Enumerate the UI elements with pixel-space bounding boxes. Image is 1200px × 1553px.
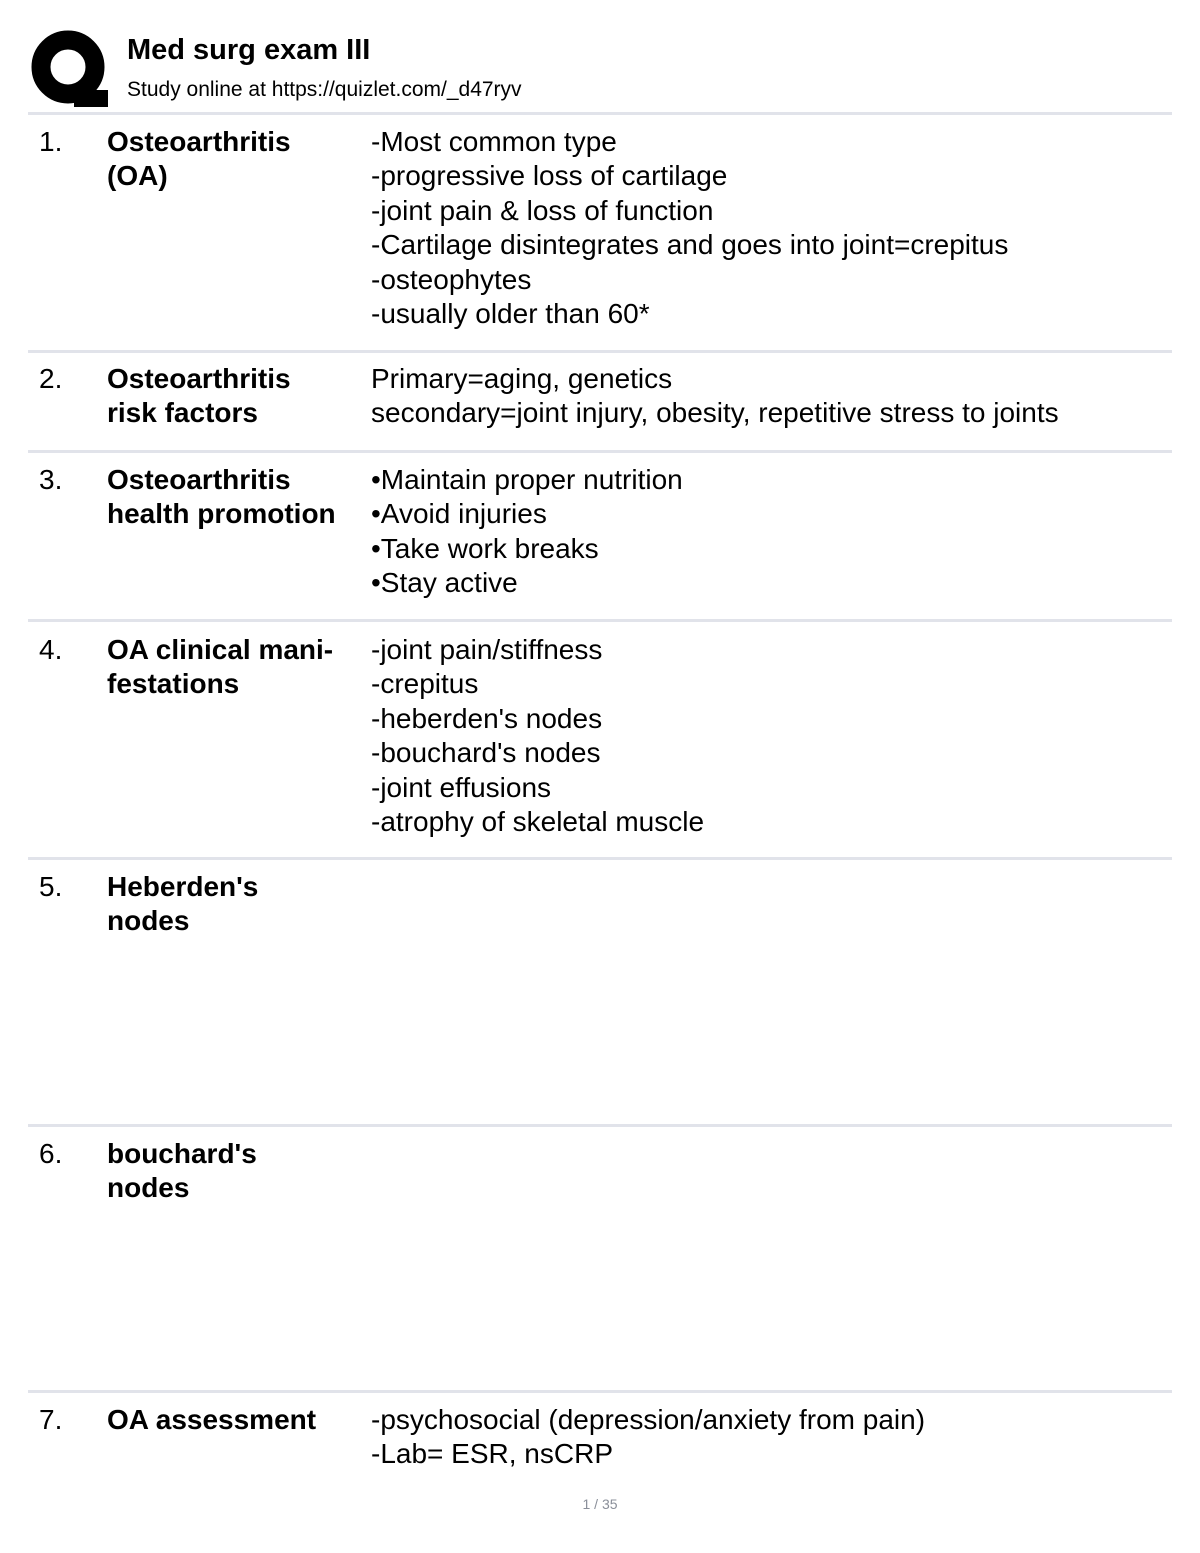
- card-term: Heberden's nodes: [107, 871, 259, 937]
- card-number: 5.: [39, 871, 63, 902]
- quizlet-q-logo-icon: [30, 30, 108, 108]
- card-definition: •Maintain proper nutrition •Avoid injuries •Take work breaks •Stay active: [371, 464, 683, 599]
- card-divider: [28, 857, 1172, 860]
- card-term: OA clinical mani- festations: [107, 634, 334, 700]
- page-indicator: 1 / 35: [582, 1496, 618, 1512]
- study-online-link[interactable]: Study online at https://quizlet.com/_d47ryv: [127, 78, 522, 101]
- card-number: 3.: [39, 464, 63, 495]
- card-divider: [28, 1390, 1172, 1393]
- card-divider: [28, 1124, 1172, 1127]
- card-term: OA assessment: [107, 1404, 317, 1435]
- card-number: 7.: [39, 1404, 63, 1435]
- header-divider: [28, 112, 1172, 115]
- card-term: Osteoarthritis (OA): [107, 126, 291, 192]
- card-number: 4.: [39, 634, 63, 665]
- document-title: Med surg exam III: [127, 34, 371, 66]
- card-definition: Primary=aging, genetics secondary=joint injury, obesity, repetitive stress to joints: [371, 363, 1059, 429]
- document-header: [28, 28, 1172, 112]
- card-divider: [28, 350, 1172, 353]
- card-divider: [28, 619, 1172, 622]
- card-definition: -Most common type -progressive loss of cartilage -joint pain & loss of function -Cartilage disintegrates and goes into joint=crepitus -osteophytes -usually older than 60*: [371, 126, 1009, 330]
- card-term: Osteoarthritis health promotion: [107, 464, 336, 530]
- card-term: bouchard's nodes: [107, 1138, 257, 1204]
- card-definition: -psychosocial (depression/anxiety from pain) -Lab= ESR, nsCRP: [371, 1404, 926, 1470]
- card-number: 6.: [39, 1138, 63, 1169]
- card-definition: -joint pain/stiffness -crepitus -heberden's nodes -bouchard's nodes -joint effusions -atrophy of skeletal muscle: [371, 634, 705, 838]
- card-number: 2.: [39, 363, 63, 394]
- card-divider: [28, 450, 1172, 453]
- card-term: Osteoarthritis risk factors: [107, 363, 291, 429]
- card-number: 1.: [39, 126, 63, 157]
